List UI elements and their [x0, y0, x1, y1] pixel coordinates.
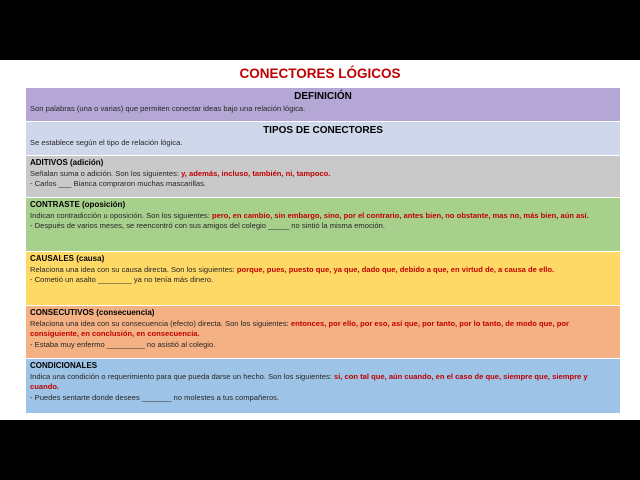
section-example: - Cometió un asalto ________ ya no tenía más dinero. — [30, 275, 214, 285]
section-description — [30, 265, 616, 276]
section-heading: DEFINICIÓN — [294, 91, 352, 102]
connector-list: y, además, incluso, también, ni, tampoco. — [181, 168, 331, 178]
section-heading: CAUSALES (causa) — [30, 254, 105, 263]
slide — [0, 60, 640, 420]
section-heading: CONSECUTIVOS (consecuencia) — [30, 308, 155, 317]
section-heading: TIPOS DE CONECTORES — [263, 125, 383, 136]
section-heading: ADITIVOS (adición) — [30, 158, 104, 167]
section-intro: Señalan suma o adición. Son los siguientes: — [30, 168, 182, 178]
section-consecutivos — [26, 306, 620, 359]
section-causales — [26, 252, 620, 306]
section-contraste — [26, 198, 620, 252]
section-heading: CONTRASTE (oposición) — [30, 200, 126, 209]
connector-list: si, con tal que, aún cuando, en el caso de que, siempre que, siempre y cuando. — [30, 371, 588, 392]
section-example: - Estaba muy enfermo _________ no asistió al colegio. — [30, 339, 216, 349]
section-example: - Después de varios meses, se reencontró con sus amigos del colegio _____ no sintió la misma emoción. — [30, 221, 385, 231]
connector-list: porque, pues, puesto que, ya que, dado que, debido a que, en virtud de, a causa de ello. — [236, 264, 555, 274]
connector-list: pero, en cambio, sin embargo, sino, por el contrario, antes bien, no obstante, mas no, más bien, aún así. — [211, 210, 589, 220]
section-definicion — [26, 88, 620, 122]
section-example: - Puedes sentarte donde desees _______ no molestes a tus compañeros. — [30, 392, 280, 402]
connector-list: entonces, por ello, por eso, así que, por tanto, por lo tanto, de modo que, por consiguiente, en conclusión, en consecuencia. — [30, 318, 569, 339]
section-description — [30, 372, 616, 393]
section-aditivos — [26, 156, 620, 198]
section-text: Son palabras (una o varias) que permiten conectar ideas bajo una relación lógica. — [30, 104, 306, 113]
section-intro: Relaciona una idea con su causa directa. Son los siguientes: — [30, 264, 237, 274]
section-intro: Indica una condición o requerimiento para que pueda darse un hecho. Son los siguientes: — [30, 371, 334, 381]
section-description — [30, 319, 616, 340]
section-heading: CONDICIONALES — [30, 361, 98, 370]
section-tipos — [26, 122, 620, 156]
section-intro: Relaciona una idea con su consecuencia (efecto) directa. Son los siguientes: — [30, 318, 291, 328]
connectors-table — [26, 88, 620, 414]
section-condicionales — [26, 359, 620, 414]
section-intro: Indican contradicción u oposición. Son los siguientes: — [30, 210, 212, 220]
section-description — [30, 211, 616, 222]
section-example: - Carlos ___ Bianca compraron muchas mascarillas. — [30, 179, 206, 189]
section-description — [30, 169, 616, 180]
page-title: CONECTORES LÓGICOS — [239, 66, 401, 81]
section-text: Se establece según el tipo de relación lógica. — [30, 138, 183, 147]
